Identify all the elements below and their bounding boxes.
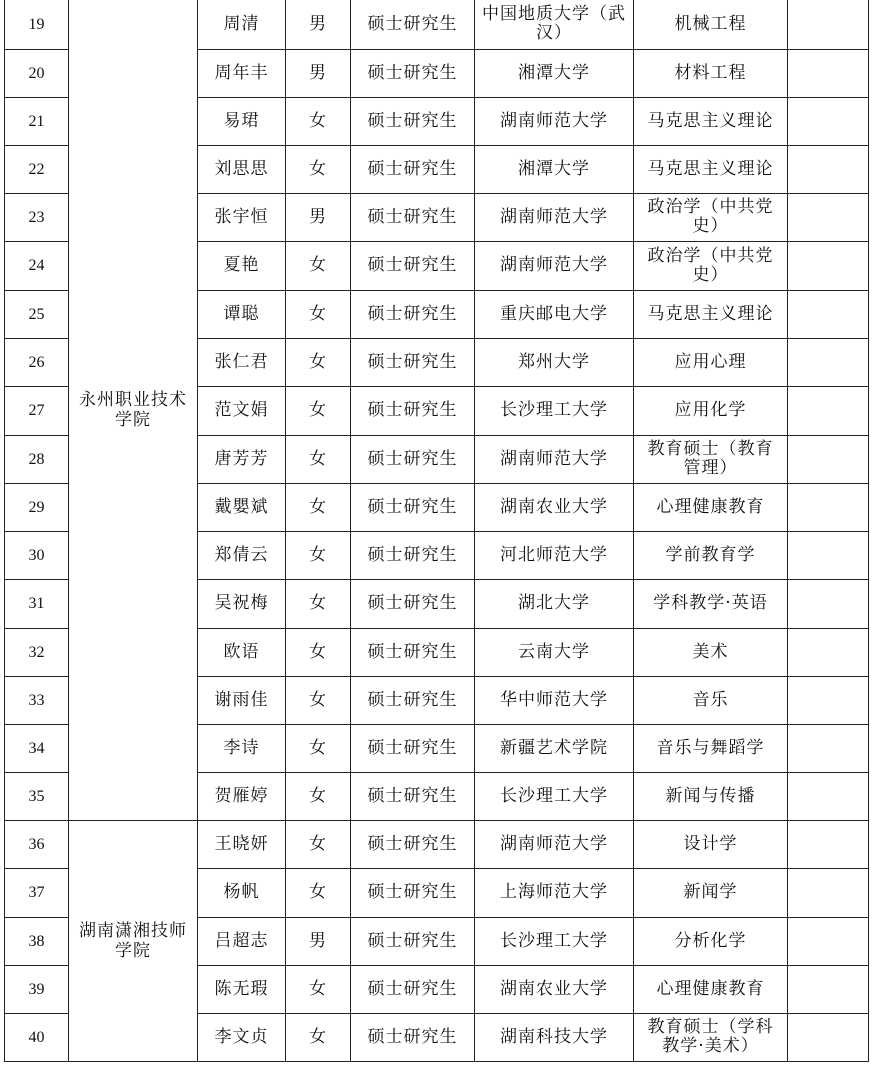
row-number-cell: 36 (5, 820, 69, 868)
degree-cell: 硕士研究生 (351, 49, 475, 97)
row-number-cell: 38 (5, 917, 69, 965)
row-number-cell: 22 (5, 145, 69, 193)
major-cell: 心理健康教育 (634, 965, 788, 1013)
major-cell: 应用化学 (634, 386, 788, 435)
school-cell: 湖南师范大学 (475, 820, 634, 868)
gender-cell: 女 (286, 965, 351, 1013)
person-name-cell: 陈无瑕 (198, 965, 286, 1013)
unit-name-cell: 永州职业技术学院 (69, 0, 198, 820)
degree-cell: 硕士研究生 (351, 435, 475, 483)
remark-cell (788, 724, 869, 772)
major-cell: 政治学（中共党史） (634, 241, 788, 290)
person-name-cell: 张宇恒 (198, 193, 286, 241)
school-cell: 湘潭大学 (475, 145, 634, 193)
person-name-cell: 贺雁婷 (198, 772, 286, 820)
degree-cell: 硕士研究生 (351, 965, 475, 1013)
gender-cell: 女 (286, 531, 351, 579)
gender-cell: 女 (286, 338, 351, 386)
row-number-cell: 39 (5, 965, 69, 1013)
school-cell: 长沙理工大学 (475, 917, 634, 965)
gender-cell: 男 (286, 917, 351, 965)
gender-cell: 女 (286, 868, 351, 917)
remark-cell (788, 97, 869, 145)
remark-cell (788, 0, 869, 49)
person-name-cell: 杨帆 (198, 868, 286, 917)
remark-cell (788, 917, 869, 965)
gender-cell: 男 (286, 193, 351, 241)
major-cell: 音乐 (634, 676, 788, 724)
person-name-cell: 吕超志 (198, 917, 286, 965)
row-number-cell: 27 (5, 386, 69, 435)
major-cell: 新闻与传播 (634, 772, 788, 820)
school-cell: 新疆艺术学院 (475, 724, 634, 772)
degree-cell: 硕士研究生 (351, 386, 475, 435)
row-number-cell: 33 (5, 676, 69, 724)
major-cell: 新闻学 (634, 868, 788, 917)
school-cell: 长沙理工大学 (475, 386, 634, 435)
remark-cell (788, 965, 869, 1013)
remark-cell (788, 483, 869, 531)
remark-cell (788, 386, 869, 435)
degree-cell: 硕士研究生 (351, 628, 475, 676)
row-number-cell: 34 (5, 724, 69, 772)
major-cell: 教育硕士（学科教学·美术） (634, 1013, 788, 1061)
row-number-cell: 35 (5, 772, 69, 820)
row-number-cell: 28 (5, 435, 69, 483)
table-row (5, 0, 869, 49)
remark-cell (788, 435, 869, 483)
person-name-cell: 范文娟 (198, 386, 286, 435)
row-number-cell: 37 (5, 868, 69, 917)
degree-cell: 硕士研究生 (351, 917, 475, 965)
gender-cell: 女 (286, 579, 351, 628)
row-number-cell: 30 (5, 531, 69, 579)
person-name-cell: 周清 (198, 0, 286, 49)
remark-cell (788, 579, 869, 628)
person-name-cell: 张仁君 (198, 338, 286, 386)
school-cell: 华中师范大学 (475, 676, 634, 724)
person-name-cell: 谭聪 (198, 290, 286, 338)
school-cell: 湖北大学 (475, 579, 634, 628)
row-number-cell: 19 (5, 0, 69, 49)
person-name-cell: 刘思思 (198, 145, 286, 193)
person-name-cell: 王晓妍 (198, 820, 286, 868)
school-cell: 重庆邮电大学 (475, 290, 634, 338)
degree-cell: 硕士研究生 (351, 483, 475, 531)
row-number-cell: 32 (5, 628, 69, 676)
school-cell: 湖南师范大学 (475, 435, 634, 483)
degree-cell: 硕士研究生 (351, 820, 475, 868)
major-cell: 材料工程 (634, 49, 788, 97)
major-cell: 马克思主义理论 (634, 145, 788, 193)
row-number-cell: 23 (5, 193, 69, 241)
row-number-cell: 25 (5, 290, 69, 338)
gender-cell: 女 (286, 628, 351, 676)
remark-cell (788, 1013, 869, 1061)
gender-cell: 女 (286, 386, 351, 435)
degree-cell: 硕士研究生 (351, 97, 475, 145)
gender-cell: 女 (286, 1013, 351, 1061)
school-cell: 湖南师范大学 (475, 193, 634, 241)
school-cell: 湖南农业大学 (475, 483, 634, 531)
school-cell: 湖南师范大学 (475, 97, 634, 145)
school-cell: 中国地质大学（武汉） (475, 0, 634, 49)
remark-cell (788, 290, 869, 338)
person-name-cell: 欧语 (198, 628, 286, 676)
major-cell: 美术 (634, 628, 788, 676)
gender-cell: 女 (286, 676, 351, 724)
row-number-cell: 24 (5, 241, 69, 290)
row-number-cell: 21 (5, 97, 69, 145)
major-cell: 机械工程 (634, 0, 788, 49)
gender-cell: 女 (286, 290, 351, 338)
remark-cell (788, 531, 869, 579)
remark-cell (788, 193, 869, 241)
gender-cell: 女 (286, 97, 351, 145)
remark-cell (788, 772, 869, 820)
table-row (5, 820, 869, 868)
degree-cell: 硕士研究生 (351, 145, 475, 193)
row-number-cell: 26 (5, 338, 69, 386)
major-cell: 音乐与舞蹈学 (634, 724, 788, 772)
person-name-cell: 周年丰 (198, 49, 286, 97)
person-name-cell: 唐芳芳 (198, 435, 286, 483)
major-cell: 学前教育学 (634, 531, 788, 579)
remark-cell (788, 820, 869, 868)
major-cell: 教育硕士（教育管理） (634, 435, 788, 483)
person-name-cell: 李文贞 (198, 1013, 286, 1061)
candidate-table (4, 0, 869, 1062)
major-cell: 学科教学·英语 (634, 579, 788, 628)
gender-cell: 女 (286, 724, 351, 772)
remark-cell (788, 868, 869, 917)
gender-cell: 女 (286, 772, 351, 820)
remark-cell (788, 241, 869, 290)
remark-cell (788, 49, 869, 97)
row-number-cell: 29 (5, 483, 69, 531)
major-cell: 马克思主义理论 (634, 97, 788, 145)
gender-cell: 女 (286, 145, 351, 193)
gender-cell: 女 (286, 435, 351, 483)
person-name-cell: 郑倩云 (198, 531, 286, 579)
person-name-cell: 夏艳 (198, 241, 286, 290)
major-cell: 分析化学 (634, 917, 788, 965)
school-cell: 湖南师范大学 (475, 241, 634, 290)
person-name-cell: 戴嬰斌 (198, 483, 286, 531)
degree-cell: 硕士研究生 (351, 241, 475, 290)
gender-cell: 男 (286, 49, 351, 97)
major-cell: 应用心理 (634, 338, 788, 386)
major-cell: 心理健康教育 (634, 483, 788, 531)
school-cell: 湘潭大学 (475, 49, 634, 97)
row-number-cell: 31 (5, 579, 69, 628)
major-cell: 设计学 (634, 820, 788, 868)
unit-name-cell: 湖南潇湘技师学院 (69, 820, 198, 1061)
degree-cell: 硕士研究生 (351, 676, 475, 724)
degree-cell: 硕士研究生 (351, 0, 475, 49)
degree-cell: 硕士研究生 (351, 290, 475, 338)
school-cell: 河北师范大学 (475, 531, 634, 579)
degree-cell: 硕士研究生 (351, 772, 475, 820)
school-cell: 长沙理工大学 (475, 772, 634, 820)
degree-cell: 硕士研究生 (351, 868, 475, 917)
remark-cell (788, 338, 869, 386)
major-cell: 马克思主义理论 (634, 290, 788, 338)
school-cell: 云南大学 (475, 628, 634, 676)
degree-cell: 硕士研究生 (351, 1013, 475, 1061)
gender-cell: 女 (286, 241, 351, 290)
degree-cell: 硕士研究生 (351, 531, 475, 579)
school-cell: 上海师范大学 (475, 868, 634, 917)
person-name-cell: 吴祝梅 (198, 579, 286, 628)
person-name-cell: 易珺 (198, 97, 286, 145)
row-number-cell: 20 (5, 49, 69, 97)
major-cell: 政治学（中共党史） (634, 193, 788, 241)
gender-cell: 女 (286, 820, 351, 868)
degree-cell: 硕士研究生 (351, 724, 475, 772)
school-cell: 湖南科技大学 (475, 1013, 634, 1061)
school-cell: 郑州大学 (475, 338, 634, 386)
degree-cell: 硕士研究生 (351, 193, 475, 241)
gender-cell: 男 (286, 0, 351, 49)
remark-cell (788, 628, 869, 676)
school-cell: 湖南农业大学 (475, 965, 634, 1013)
degree-cell: 硕士研究生 (351, 338, 475, 386)
person-name-cell: 谢雨佳 (198, 676, 286, 724)
remark-cell (788, 676, 869, 724)
degree-cell: 硕士研究生 (351, 579, 475, 628)
person-name-cell: 李诗 (198, 724, 286, 772)
gender-cell: 女 (286, 483, 351, 531)
remark-cell (788, 145, 869, 193)
row-number-cell: 40 (5, 1013, 69, 1061)
table-body (5, 0, 869, 1061)
